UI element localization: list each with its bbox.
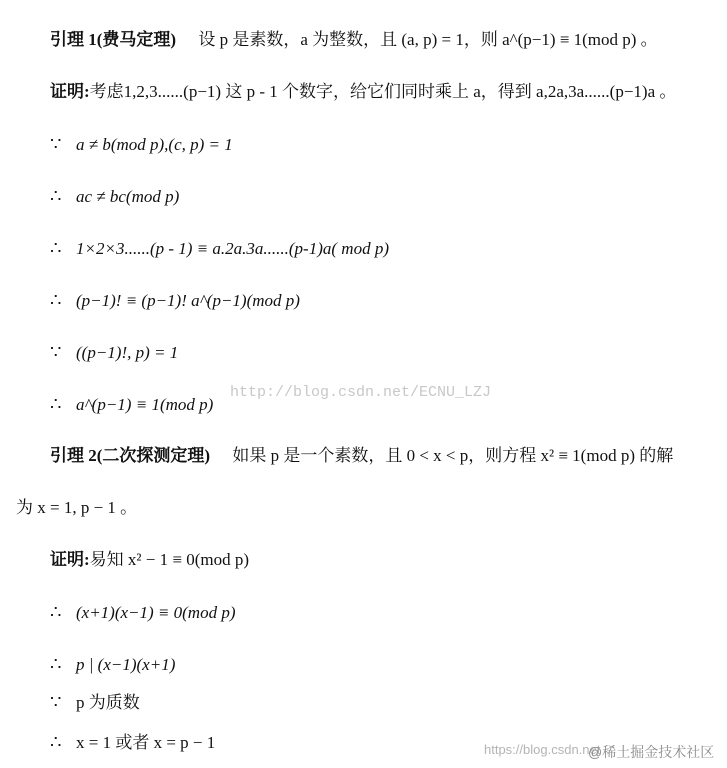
lemma1-statement: 设 p 是素数，a 为整数，且 (a, p) = 1，则 a^(p−1) ≡ 1(mod p) 。 [198,30,658,49]
lemma1-title: 引理 1(费马定理) [50,30,177,49]
lemma1-line [50,28,658,52]
proof2-text: 易知 x² − 1 ≡ 0(mod p) [89,550,249,569]
step-text: ((p−1)!, p) = 1 [76,343,179,362]
proof2-label: 证明: [50,550,90,569]
therefore-symbol: ∴ [50,732,62,752]
because-symbol: ∵ [50,692,62,712]
step-text: a^(p−1) ≡ 1(mod p) [76,395,214,414]
therefore-symbol: ∴ [50,654,62,674]
step-text: p 为质数 [76,693,140,712]
blog-watermark: http://blog.csdn.net/ECNU_LZJ [230,384,492,401]
because-symbol: ∵ [50,342,62,362]
proof2-step [50,652,175,677]
step-text: a ≠ b(mod p),(c, p) = 1 [76,135,233,154]
juejin-watermark: @稀土掘金技术社区 [588,744,715,760]
lemma2-statement: 如果 p 是一个素数，且 0 < x < p，则方程 x² ≡ 1(mod p) 的解 [232,446,674,465]
step-text: 1×2×3......(p - 1) ≡ a.2a.3a......(p-1)a( mod p) [76,239,389,258]
proof1-step [50,236,389,261]
proof1-step [50,392,213,417]
lemma2-line [50,444,673,468]
csdn-watermark: https://blog.csdn.net [484,742,601,757]
step-text: (p−1)! ≡ (p−1)! a^(p−1)(mod p) [76,291,300,310]
proof2-step [50,730,215,755]
therefore-symbol: ∴ [50,602,62,622]
proof2-line [50,548,249,572]
proof1-text: 考虑1,2,3......(p−1) 这 p - 1 个数字，给它们同时乘上 a，得到 a,2a,3a......(p−1)a 。 [89,82,677,101]
proof1-step [50,340,178,365]
proof1-label: 证明: [50,82,90,101]
step-text: (x+1)(x−1) ≡ 0(mod p) [76,603,236,622]
lemma2-statement-cont: 为 x = 1, p − 1 。 [16,498,138,517]
proof1-step [50,132,233,157]
therefore-symbol: ∴ [50,394,62,414]
therefore-symbol: ∴ [50,186,62,206]
proof2-step [50,690,140,715]
proof1-step [50,184,179,209]
step-text: x = 1 或者 x = p − 1 [76,733,216,752]
proof2-step [50,600,236,625]
lemma2-title: 引理 2(二次探测定理) [50,446,211,465]
proof1-step [50,288,300,313]
therefore-symbol: ∴ [50,290,62,310]
step-text: p | (x−1)(x+1) [76,655,176,674]
proof1-line [50,80,676,104]
therefore-symbol: ∴ [50,238,62,258]
step-text: ac ≠ bc(mod p) [76,187,180,206]
because-symbol: ∵ [50,134,62,154]
